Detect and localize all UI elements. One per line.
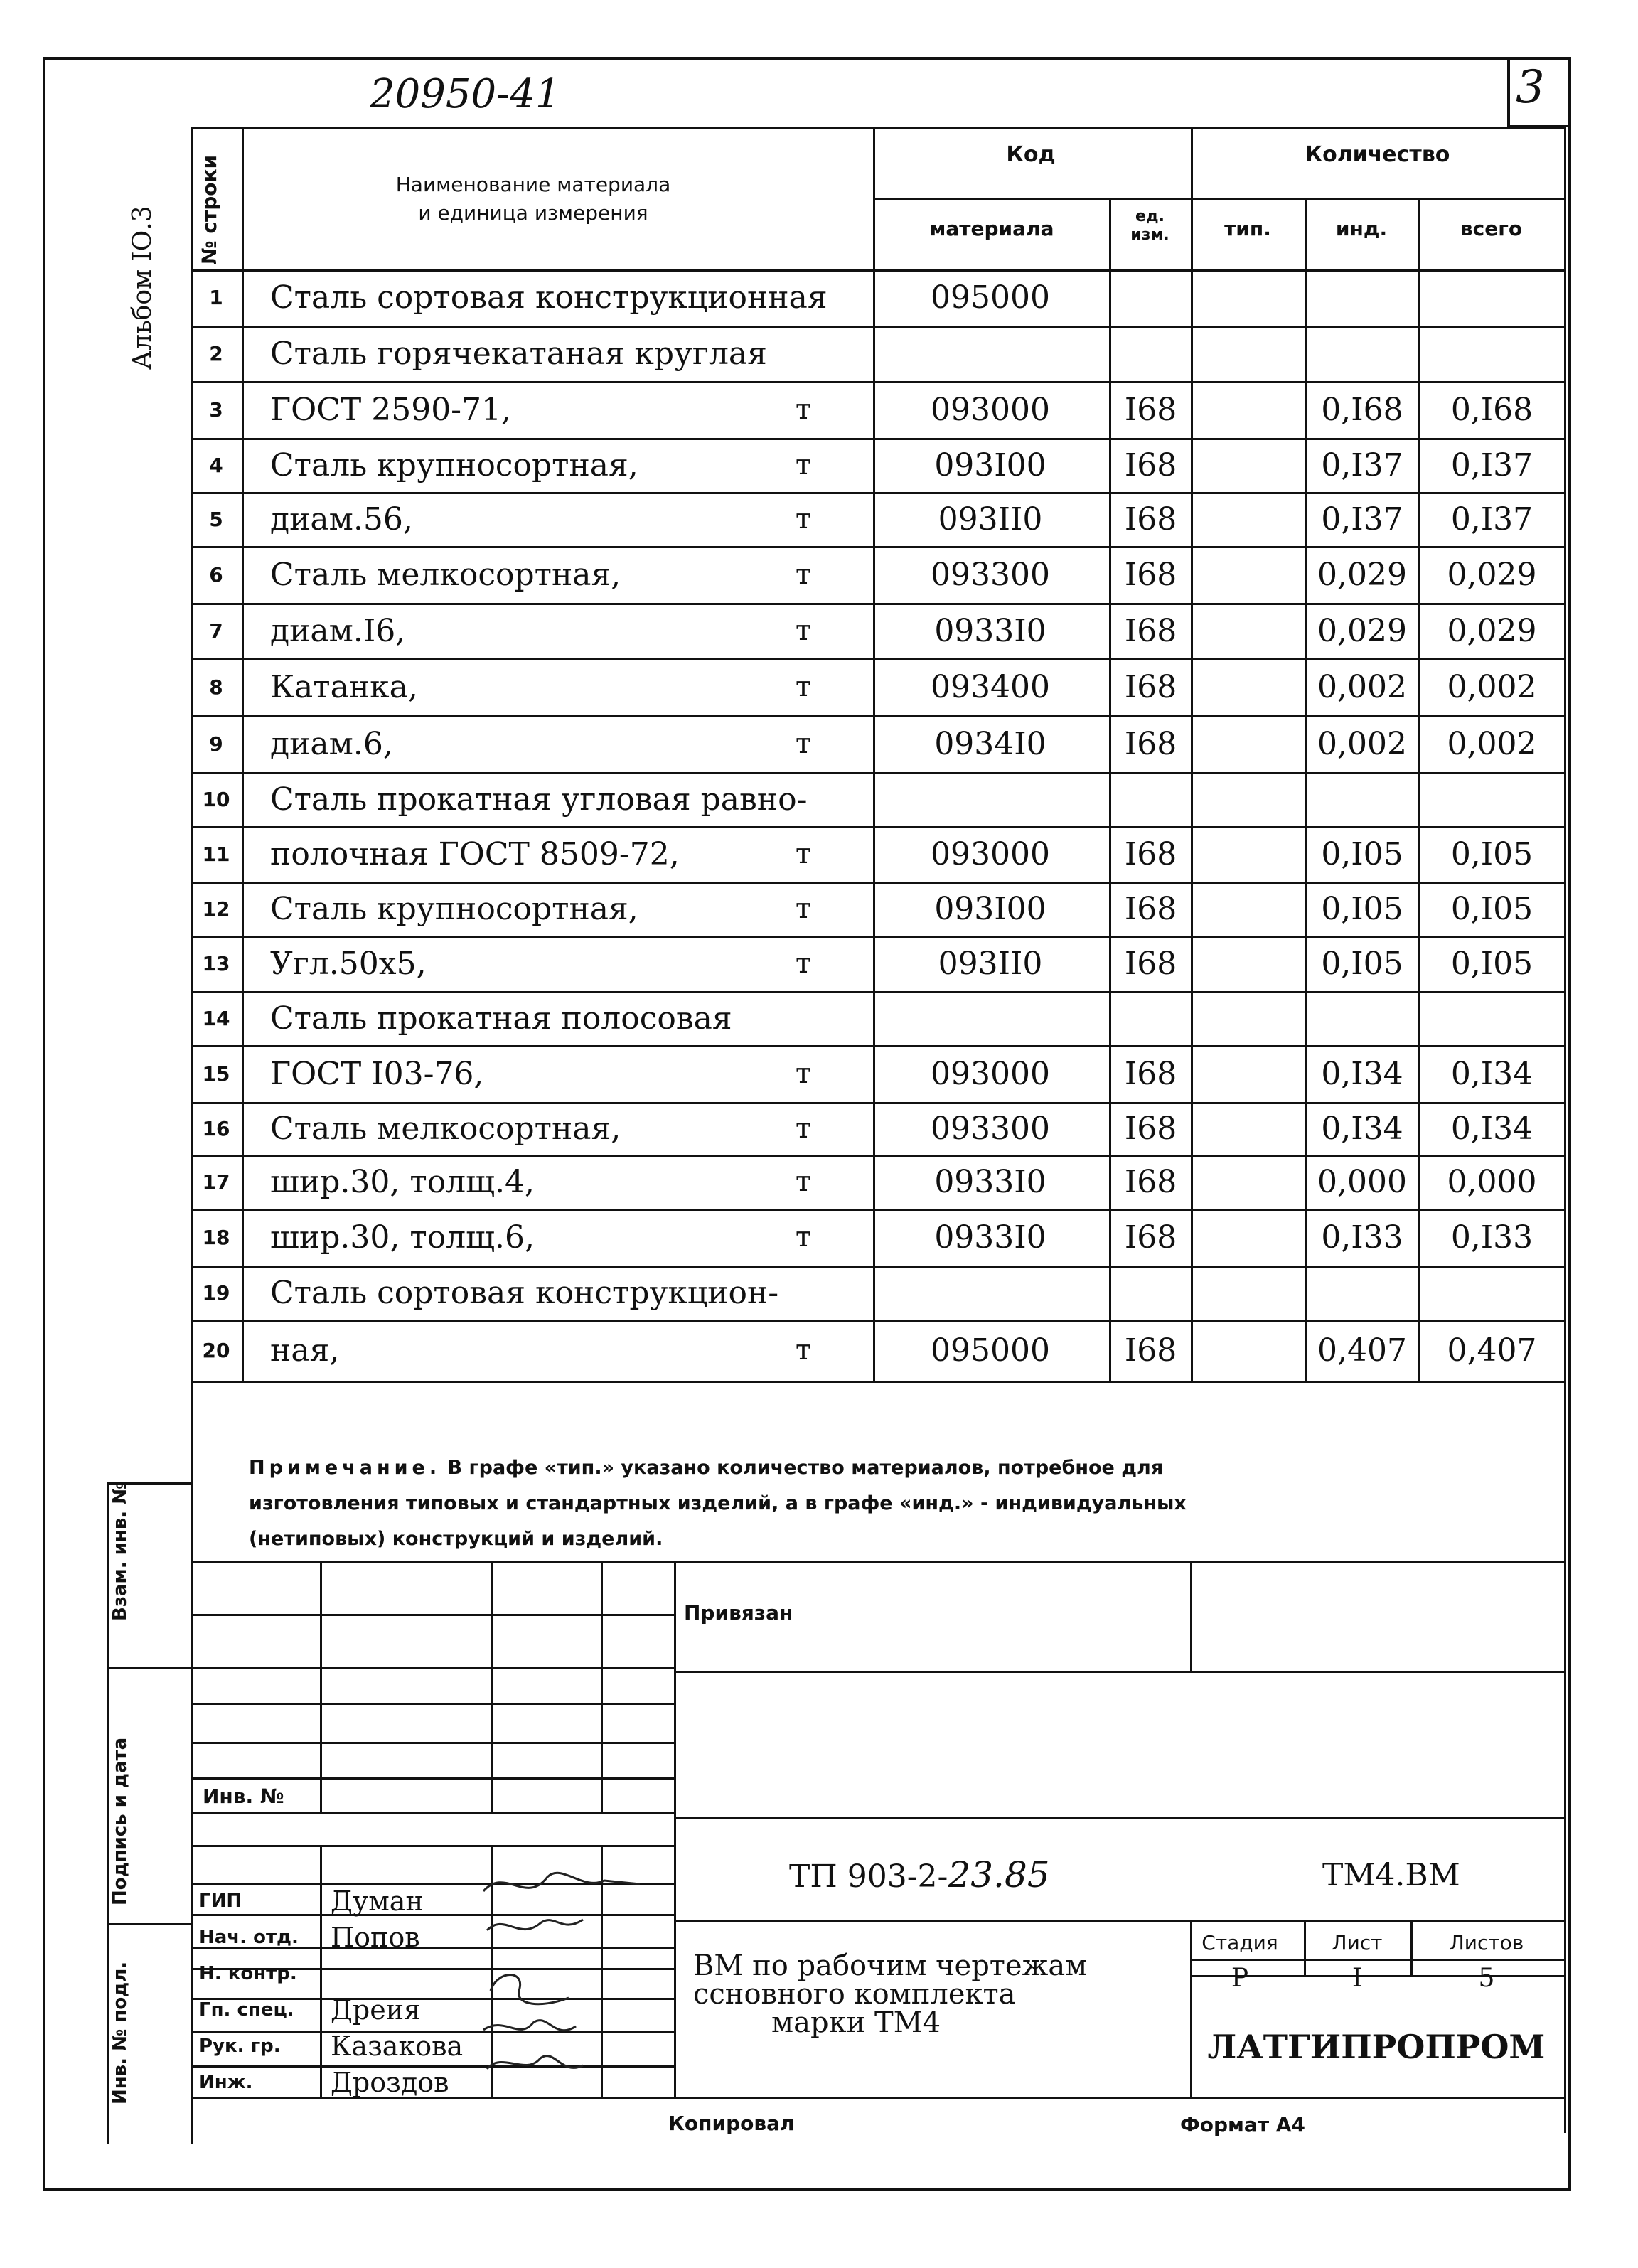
row-unit-t: т — [795, 838, 812, 870]
row-unit-code — [1110, 269, 1191, 326]
header-typ: тип. — [1224, 217, 1271, 240]
row-unit-code: I68 — [1124, 501, 1177, 537]
row-name: Сталь мелкосортная, — [270, 1110, 621, 1147]
row-total: 0,I05 — [1450, 890, 1533, 927]
stamp-doc-code-prefix: ТП 903-2- — [789, 1858, 948, 1895]
row-typ — [1192, 1209, 1305, 1266]
col-line-7 — [1564, 127, 1566, 1381]
row-typ — [1192, 991, 1305, 1045]
row-unit-code — [1110, 1266, 1191, 1320]
row-total — [1420, 991, 1564, 1045]
row-typ — [1192, 438, 1305, 492]
row-ind — [1306, 269, 1418, 326]
row-ind: 0,029 — [1317, 612, 1407, 649]
row-unit-t: т — [795, 1221, 812, 1253]
row-name: Сталь прокатная угловая равно- — [270, 781, 808, 818]
footer-format: Формат А4 — [1180, 2113, 1305, 2136]
row-typ — [1192, 1102, 1305, 1155]
row-ind: 0,I05 — [1321, 835, 1403, 872]
stamp-person-name: Думан — [331, 1885, 424, 1917]
row-name: диам.I6, — [270, 612, 406, 649]
row-typ — [1192, 381, 1305, 438]
header-name: Наименование материала и единица измерения — [395, 173, 671, 225]
row-number: 2 — [209, 341, 223, 365]
row-typ — [1192, 1320, 1305, 1381]
row-number: 4 — [209, 453, 223, 477]
row-total: 0,I05 — [1450, 835, 1533, 872]
stamp-line-2555 — [674, 1817, 1564, 1819]
row-unit-code — [1110, 772, 1191, 826]
row-unit-t: т — [795, 947, 812, 980]
row-unit-code: I68 — [1124, 1332, 1177, 1369]
row-code: 093400 — [931, 668, 1050, 705]
row-ind: 0,I37 — [1321, 501, 1403, 537]
row-total: 0,I68 — [1450, 391, 1533, 428]
row-unit-t: т — [795, 449, 812, 481]
row-unit-code: I68 — [1124, 725, 1177, 762]
row-typ — [1192, 1045, 1305, 1102]
note-right — [1564, 1381, 1566, 2133]
row-typ — [1192, 326, 1305, 381]
row-unit-t — [775, 326, 832, 381]
row-total: 0,I34 — [1450, 1110, 1533, 1147]
row-code: 093000 — [931, 835, 1050, 872]
stamp-role: Н. контр. — [199, 1962, 297, 1984]
row-unit-t — [775, 1266, 832, 1320]
row-number: 16 — [202, 1116, 230, 1140]
row-number: 5 — [209, 507, 223, 531]
row-name: полочная ГОСТ 8509-72, — [270, 835, 680, 872]
row-name: диам.56, — [270, 501, 413, 537]
row-code: 093I00 — [934, 890, 1046, 927]
row-number: 20 — [202, 1338, 230, 1362]
row-typ — [1192, 1266, 1305, 1320]
signatures — [476, 1863, 647, 2104]
stamp-sheet-label: Лист — [1332, 1931, 1383, 1954]
row-unit-code: I68 — [1124, 890, 1177, 927]
row-typ — [1192, 546, 1305, 603]
row-ind — [1306, 991, 1418, 1045]
stamp-col-upper-2 — [601, 1561, 603, 1813]
row-number: 3 — [209, 397, 223, 422]
row-code: 093000 — [931, 1055, 1050, 1092]
stamp-person-name: Попов — [331, 1921, 420, 1953]
row-code: 093300 — [931, 556, 1050, 593]
row-code: 093II0 — [938, 945, 1043, 982]
row-name: Сталь сортовая конструкцион- — [270, 1274, 779, 1311]
row-total: 0,002 — [1447, 668, 1537, 705]
row-ind: 0,I34 — [1321, 1110, 1403, 1147]
row-total: 0,407 — [1447, 1332, 1537, 1369]
row-number: 15 — [202, 1061, 230, 1086]
row-ind: 0,I34 — [1321, 1055, 1403, 1092]
row-unit-t: т — [795, 1334, 812, 1366]
row-name: Угл.50x5, — [270, 945, 427, 982]
side-label-inv-podl: Инв. № подл. — [109, 1961, 131, 2104]
stamp-col-lower-0 — [320, 1845, 322, 2097]
row-total: 0,I37 — [1450, 446, 1533, 483]
row-unit-t — [775, 772, 832, 826]
header-row-no: № строки — [198, 154, 221, 264]
table-top-line — [191, 127, 1564, 129]
row-name: Сталь крупносортная, — [270, 446, 638, 483]
row-ind: 0,002 — [1317, 668, 1407, 705]
side-strip-div-2 — [107, 1923, 192, 1925]
row-typ — [1192, 826, 1305, 882]
row-name: Сталь прокатная полосовая — [270, 1000, 732, 1037]
row-unit-code: I68 — [1124, 835, 1177, 872]
row-total — [1420, 772, 1564, 826]
row-ind: 0,I33 — [1321, 1219, 1403, 1256]
stamp-person-name: Дреия — [331, 1994, 422, 2026]
row-code: 0934I0 — [934, 725, 1046, 762]
row-ind: 0,I68 — [1321, 391, 1403, 428]
stamp-inv-no: Инв. № — [203, 1785, 284, 1808]
row-name: Катанка, — [270, 668, 418, 705]
row-total: 0,I05 — [1450, 945, 1533, 982]
stamp-stage: Р — [1231, 1964, 1249, 1993]
row-code: 095000 — [931, 1332, 1050, 1369]
row-typ — [1192, 715, 1305, 772]
row-total: 0,002 — [1447, 725, 1537, 762]
row-unit-code: I68 — [1124, 612, 1177, 649]
row-code: 0933I0 — [934, 612, 1046, 649]
row-total — [1420, 269, 1564, 326]
row-code: 093000 — [931, 391, 1050, 428]
col-line-1 — [242, 127, 244, 1381]
row-number: 14 — [202, 1006, 230, 1030]
row-line-20 — [191, 1381, 1564, 1383]
header-ind: инд. — [1335, 217, 1388, 240]
side-label-vzam: Взам. инв. № — [109, 1482, 131, 1621]
stamp-stage-mid — [1190, 1959, 1564, 1961]
row-typ — [1192, 882, 1305, 936]
stamp-mark: ТМ4.ВМ — [1322, 1857, 1460, 1893]
row-unit-t — [775, 991, 832, 1045]
row-number: 11 — [202, 842, 230, 866]
row-unit-t: т — [795, 1112, 812, 1145]
stamp-person-name: Казакова — [331, 2030, 464, 2062]
stamp-col-upper-1 — [491, 1561, 493, 1813]
row-code — [873, 772, 1108, 826]
stamp-privyazan: Привязан — [684, 1601, 793, 1625]
row-code: 0933I0 — [934, 1163, 1046, 1200]
row-total: 0,000 — [1447, 1163, 1537, 1200]
row-number: 9 — [209, 732, 223, 756]
row-unit-t: т — [795, 1057, 812, 1090]
row-unit-code: I68 — [1124, 446, 1177, 483]
row-name: Сталь мелкосортная, — [270, 556, 621, 593]
stamp-sheet: I — [1351, 1964, 1363, 1993]
row-unit-code — [1110, 991, 1191, 1045]
row-unit-t: т — [795, 1165, 812, 1198]
row-number: 7 — [209, 619, 223, 643]
row-total: 0,029 — [1447, 612, 1537, 649]
row-unit-t: т — [795, 727, 812, 760]
row-unit-t — [775, 269, 832, 326]
row-number: 8 — [209, 675, 223, 699]
row-unit-t: т — [795, 614, 812, 647]
row-name: Сталь крупносортная, — [270, 890, 638, 927]
row-total — [1420, 1266, 1564, 1320]
stamp-title-line-3: марки ТМ4 — [771, 2006, 941, 2039]
row-ind: 0,407 — [1317, 1332, 1407, 1369]
row-unit-code — [1110, 326, 1191, 381]
row-name: диам.6, — [270, 725, 393, 762]
row-typ — [1192, 1155, 1305, 1209]
row-ind: 0,002 — [1317, 725, 1407, 762]
header-total: всего — [1460, 217, 1523, 240]
row-code: 093I00 — [934, 446, 1046, 483]
stamp-person-name: Дроздов — [331, 2066, 449, 2098]
stamp-org: ЛАТГИПРОПРОМ — [1207, 2028, 1546, 2066]
header-mid-line — [873, 198, 1564, 200]
sheet-corner-number: 3 — [1516, 61, 1545, 114]
row-unit-t: т — [795, 503, 812, 535]
row-unit-code: I68 — [1124, 556, 1177, 593]
row-typ — [1192, 772, 1305, 826]
row-typ — [1192, 936, 1305, 991]
row-ind — [1306, 326, 1418, 381]
row-number: 1 — [209, 285, 223, 309]
note-left — [191, 1381, 193, 1561]
row-typ — [1192, 658, 1305, 715]
row-total: 0,I34 — [1450, 1055, 1533, 1092]
header-material: материала — [929, 217, 1054, 240]
note-block — [249, 1450, 1187, 1557]
row-total: 0,I37 — [1450, 501, 1533, 537]
side-strip-left — [107, 1482, 109, 2144]
row-unit-code: I68 — [1124, 391, 1177, 428]
row-code: 093II0 — [938, 501, 1043, 537]
row-unit-code: I68 — [1124, 1219, 1177, 1256]
row-name: ГОСТ 2590-71, — [270, 391, 512, 428]
row-name: Сталь горячекатаная круглая — [270, 335, 767, 372]
row-total: 0,I33 — [1450, 1219, 1533, 1256]
stamp-doc-code — [789, 1854, 1050, 1895]
row-number: 19 — [202, 1280, 230, 1305]
stamp-sheets-label: Листов — [1449, 1931, 1524, 1954]
row-code — [873, 326, 1108, 381]
row-code: 095000 — [931, 279, 1050, 316]
row-number: 6 — [209, 562, 223, 587]
stamp-role: Нач. отд. — [199, 1926, 299, 1948]
row-ind — [1306, 772, 1418, 826]
row-name: ная, — [270, 1332, 340, 1369]
stamp-line-2350 — [674, 1671, 1564, 1673]
stamp-title — [693, 1949, 1088, 2039]
row-unit-code: I68 — [1124, 1110, 1177, 1147]
doc-number: 20950-41 — [370, 71, 561, 117]
stamp-sheets: 5 — [1478, 1964, 1495, 1993]
row-number: 17 — [202, 1170, 230, 1194]
row-ind: 0,000 — [1317, 1163, 1407, 1200]
note-line-3: (нетиповых) конструкций и изделий. — [249, 1528, 663, 1550]
row-ind — [1306, 1266, 1418, 1320]
stamp-role: Гп. спец. — [199, 1999, 294, 2021]
row-code: 093300 — [931, 1110, 1050, 1147]
stamp-role: Рук. гр. — [199, 2035, 281, 2057]
row-name: шир.30, толщ.6, — [270, 1219, 535, 1256]
row-total: 0,029 — [1447, 556, 1537, 593]
stamp-role: Инж. — [199, 2071, 253, 2093]
row-typ — [1192, 603, 1305, 658]
row-unit-t: т — [795, 892, 812, 925]
stamp-privyazan-right — [1190, 1561, 1192, 1671]
stamp-left — [191, 1561, 193, 2144]
note-line-2: изготовления типовых и стандартных изделий, а в графе «инд.» - индивидуальных — [249, 1492, 1187, 1514]
row-unit-t: т — [795, 670, 812, 703]
row-total — [1420, 326, 1564, 381]
header-code: Код — [1006, 142, 1056, 167]
row-number: 18 — [202, 1225, 230, 1249]
stamp-main-left — [674, 1561, 676, 2097]
row-code — [873, 1266, 1108, 1320]
side-label-podpis: Подпись и дата — [109, 1737, 131, 1905]
row-ind: 0,I05 — [1321, 945, 1403, 982]
row-ind: 0,I05 — [1321, 890, 1403, 927]
header-quantity: Количество — [1305, 142, 1450, 167]
row-code — [873, 991, 1108, 1045]
side-strip-div-1 — [107, 1667, 192, 1669]
stamp-line-2700 — [674, 1920, 1564, 1922]
row-name: Сталь сортовая конструкционная — [270, 279, 828, 316]
row-unit-code: I68 — [1124, 945, 1177, 982]
stamp-col-upper-0 — [320, 1561, 322, 1813]
stamp-title-line-2: ссновного комплекта — [693, 1978, 1016, 2011]
row-unit-code: I68 — [1124, 668, 1177, 705]
row-unit-t: т — [795, 393, 812, 426]
stamp-title-line-1: ВМ по рабочим чертежам — [693, 1949, 1088, 1982]
row-name: ГОСТ I03-76, — [270, 1055, 484, 1092]
header-unit: ед. изм. — [1130, 208, 1169, 244]
album-label: Альбом IО.3 — [128, 205, 157, 370]
row-unit-t: т — [795, 558, 812, 591]
row-unit-code: I68 — [1124, 1163, 1177, 1200]
row-typ — [1192, 492, 1305, 546]
row-number: 12 — [202, 897, 230, 921]
stamp-doc-code-hand: 23.85 — [948, 1854, 1050, 1895]
row-number: 10 — [202, 787, 230, 811]
row-typ — [1192, 269, 1305, 326]
stamp-role: ГИП — [199, 1890, 242, 1912]
row-name: шир.30, толщ.4, — [270, 1163, 535, 1200]
row-unit-code: I68 — [1124, 1055, 1177, 1092]
stamp-stage-label: Стадия — [1201, 1931, 1278, 1954]
row-code: 0933I0 — [934, 1219, 1046, 1256]
note-line-1: В графе «тип.» указано количество материалов, потребное для — [447, 1457, 1164, 1479]
row-ind: 0,I37 — [1321, 446, 1403, 483]
row-number: 13 — [202, 951, 230, 975]
note-title: Примечание. — [249, 1457, 441, 1479]
row-ind: 0,029 — [1317, 556, 1407, 593]
footer-copied: Копировал — [668, 2112, 795, 2135]
